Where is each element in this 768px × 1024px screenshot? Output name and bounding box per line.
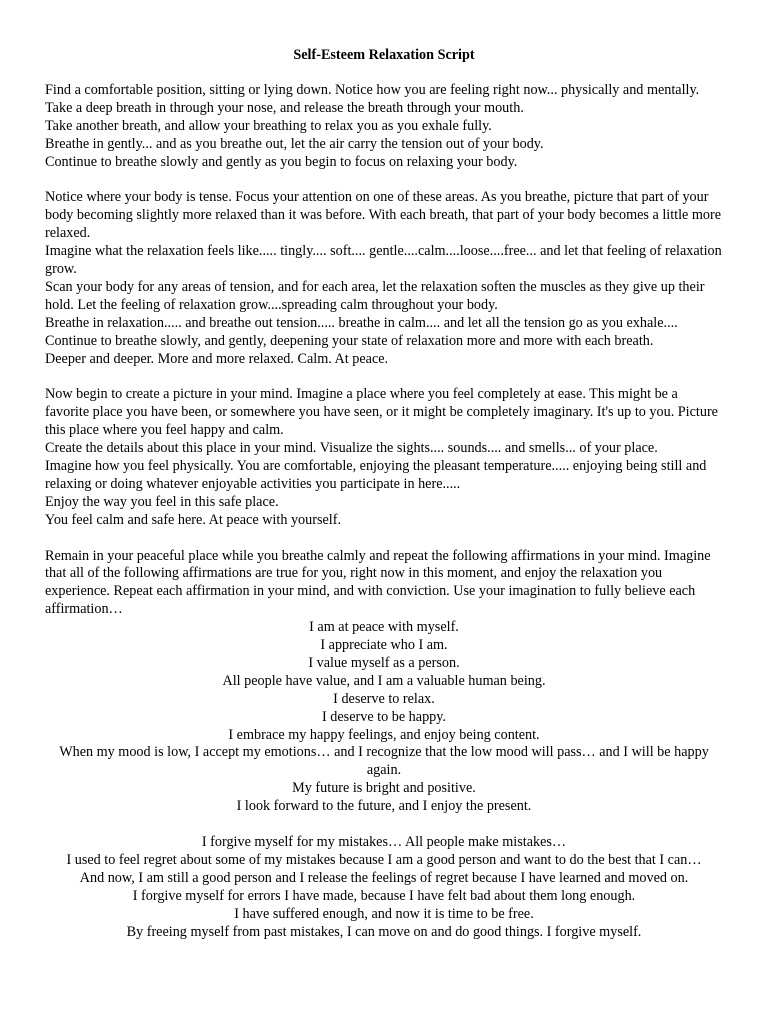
- affirmation: I forgive myself for my mistakes… All people make mistakes…: [201, 834, 567, 850]
- paragraph: Scan your body for any areas of tension, and for each area, let the relaxation soften the muscles as they give up their hold. Let the feeling of relaxation grow....spreading calm throughout your body.: [45, 278, 705, 313]
- paragraph: Notice where your body is tense. Focus your attention on one of these areas. As you breathe, picture that part of your body becoming slightly more relaxed than it was before. With each breath, that part of your body becomes a little more relaxed.: [45, 189, 722, 242]
- affirmation: I forgive myself for errors I have made, because I have felt bad about them long enough.: [132, 887, 636, 904]
- affirmation: I look forward to the future, and I enjoy the present.: [236, 798, 532, 815]
- paragraph: Imagine what the relaxation feels like..... tingly.... soft.... gentle....calm....loose....free... and let that feeling of relaxation grow.: [45, 243, 722, 278]
- paragraph: Create the details about this place in your mind. Visualize the sights.... sounds.... and smells... of your place.: [45, 440, 658, 457]
- affirmation: I appreciate who I am.: [320, 637, 448, 654]
- paragraph: You feel calm and safe here. At peace with yourself.: [45, 511, 341, 528]
- affirmation: By freeing myself from past mistakes, I can move on and do good things. I forgive myself.: [126, 923, 642, 940]
- paragraph: Breathe in relaxation..... and breathe out tension..... breathe in calm.... and let all the tension go as you exhale....: [45, 314, 678, 331]
- affirmation: I value myself as a person.: [308, 654, 460, 671]
- affirmation: I am at peace with myself.: [309, 619, 459, 636]
- affirmation: All people have value, and I am a valuable human being.: [222, 672, 546, 689]
- paragraph: Take another breath, and allow your breathing to relax you as you exhale fully.: [45, 117, 492, 134]
- paragraph: Enjoy the way you feel in this safe place.: [45, 493, 279, 510]
- affirmation-intro-section: [45, 548, 723, 620]
- paragraph: Deeper and deeper. More and more relaxed. Calm. At peace.: [45, 350, 389, 367]
- affirmation: When my mood is low, I accept my emotions… and I recognize that the low mood will pass… and I will be happy again.: [59, 744, 709, 779]
- paragraph: Imagine how you feel physically. You are comfortable, enjoying the pleasant temperature..... enjoying being still and relaxing or doing whatever enjoyable activities you participate in here.....: [45, 458, 707, 492]
- paragraph: Breathe in gently... and as you breathe out, let the air carry the tension out of your body.: [45, 135, 544, 152]
- paragraph: Remain in your peaceful place while you breathe calmly and repeat the following affirmations in your mind. Imagine that all of the following affirmations are true for you, right now in this moment, and enjoy the relaxation you experience. Repeat each affirmation in your mind, and with conviction. Use your imagination to fully believe each affirmation…: [45, 547, 711, 618]
- intro-section: [45, 82, 723, 172]
- document-page: [45, 47, 723, 941]
- affirmation: I used to feel regret about some of my mistakes because I am a good person and want to do the best that I can…: [66, 851, 702, 868]
- paragraph: Find a comfortable position, sitting or lying down. Notice how you are feeling right now... physically and mentally.: [45, 82, 700, 98]
- body-relaxation-section: [45, 189, 723, 368]
- affirmation-list-2: [45, 834, 723, 941]
- paragraph: Continue to breathe slowly, and gently, deepening your state of relaxation more and more with each breath.: [45, 332, 654, 349]
- affirmation: I deserve to relax.: [333, 690, 435, 707]
- affirmation: My future is bright and positive.: [292, 780, 476, 797]
- affirmation-list-1: [45, 619, 723, 816]
- visualization-section: [45, 386, 723, 529]
- paragraph: Now begin to create a picture in your mind. Imagine a place where you feel completely at ease. This might be a favorite place you have been, or somewhere you have seen, or it might be completely imaginary. It's up to you. Picture this place where you feel happy and calm.: [45, 386, 718, 439]
- affirmation: And now, I am still a good person and I release the feelings of regret because I have learned and moved on.: [79, 869, 689, 886]
- affirmation: I deserve to be happy.: [322, 708, 446, 725]
- document-title: Self-Esteem Relaxation Script: [293, 47, 475, 63]
- paragraph: Take a deep breath in through your nose, and release the breath through your mouth.: [45, 99, 524, 116]
- affirmation: I have suffered enough, and now it is time to be free.: [234, 905, 534, 922]
- affirmation: I embrace my happy feelings, and enjoy being content.: [228, 726, 540, 743]
- paragraph: Continue to breathe slowly and gently as you begin to focus on relaxing your body.: [45, 153, 518, 170]
